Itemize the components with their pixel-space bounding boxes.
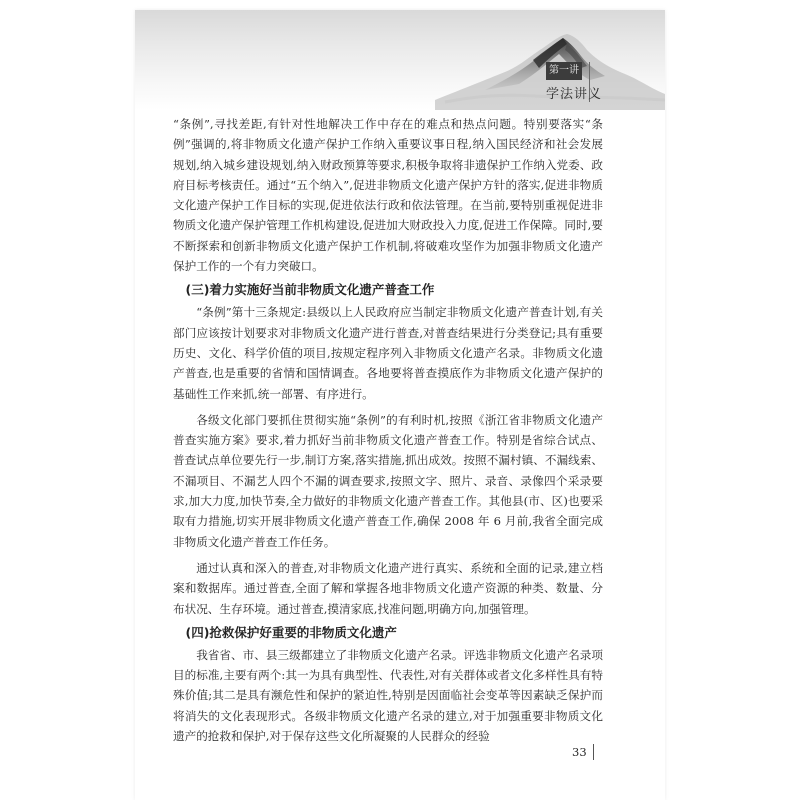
page-number-divider xyxy=(593,744,594,760)
chapter-label: 第一讲 xyxy=(546,62,582,80)
paragraph: 我省省、市、县三级都建立了非物质文化遗产名录。评选非物质文化遗产名录项目的标准,主要有两个:其一为具有典型性、代表性,对有关群体或者文化多样性具有特殊价值;其二是具有濒危性和保护的紧迫性,特别是因面临社会变革等因素缺乏保护而将消失的文化表现形式。各级非物质文化遗产名录的建立,对于加强重要非物质文化遗产的抢救和保护,对于保存这些文化所凝聚的人民群众的经验 xyxy=(173,647,603,744)
page-number: 33 xyxy=(572,745,587,759)
body-text xyxy=(173,114,603,746)
section-heading: (三)着力实施好当前非物质文化遗产普查工作 xyxy=(185,282,435,298)
paragraph: “条例”,寻找差距,有针对性地解决工作中存在的难点和热点问题。特别要落实“条例”强调的,将非物质文化遗产保护工作纳入重要议事日程,纳入国民经济和社会发展规划,纳入城乡建设规划,纳入财政预算等要求,积极争取将非遗保护工作纳入党委、政府目标考核责任。通过“五个纳入”,促进非物质文化遗产保护方针的落实,促进非物质文化遗产保护工作目标的实现,促进依法行政和依法管理。在当前,要特别重视促进非物质文化遗产保护管理工作机构建设,促进加大财政投入力度,促进工作保障。同时,要不断探索和创新非物质文化遗产保护工作机制,将破难攻坚作为加强非物质文化遗产保护工作的一个有力突破口。 xyxy=(173,117,603,274)
paragraph: 通过认真和深入的普查,对非物质文化遗产进行真实、系统和全面的记录,建立档案和数据库。通过普查,全面了解和掌握各地非物质文化遗产资源的种类、数量、分布状况、生存环境。通过普查,摸清家底,找准问题,明确方向,加强管理。 xyxy=(173,560,603,616)
book-page xyxy=(135,10,665,800)
book-title: 学法讲义 xyxy=(546,87,603,102)
paragraph: 各级文化部门要抓住贯彻实施“条例”的有利时机,按照《浙江省非物质文化遗产普查实施方案》要求,着力抓好当前非物质文化遗产普查工作。特别是省综合试点、普查试点单位要先行一步,制订方案,落实措施,抓出成效。按照不漏村镇、不漏线索、不漏项目、不漏艺人四个不漏的调查要求,按照文字、照片、录音、录像四个采录要求,加大力度,加快节奏,全力做好的非物质文化遗产普查工作。其他县(市、区)也要采取有力措施,切实开展非物质文化遗产普查工作,确保 2008 年 6 月前,我省全面完成非物质文化遗产普查工作任务。 xyxy=(173,412,603,549)
paragraph: “条例”第十三条规定:县级以上人民政府应当制定非物质文化遗产普查计划,有关部门应该按计划要求对非物质文化遗产进行普查,对普查结果进行分类登记;具有重要历史、文化、科学价值的项目,按规定程序列入非物质文化遗产名录。非物质文化遗产普查,也是重要的省情和国情调查。各地要将普查摸底作为非物质文化遗产保护的基础性工作来抓,统一部署、有序进行。 xyxy=(173,305,603,401)
section-heading: (四)抢救保护好重要的非物质文化遗产 xyxy=(185,624,397,640)
